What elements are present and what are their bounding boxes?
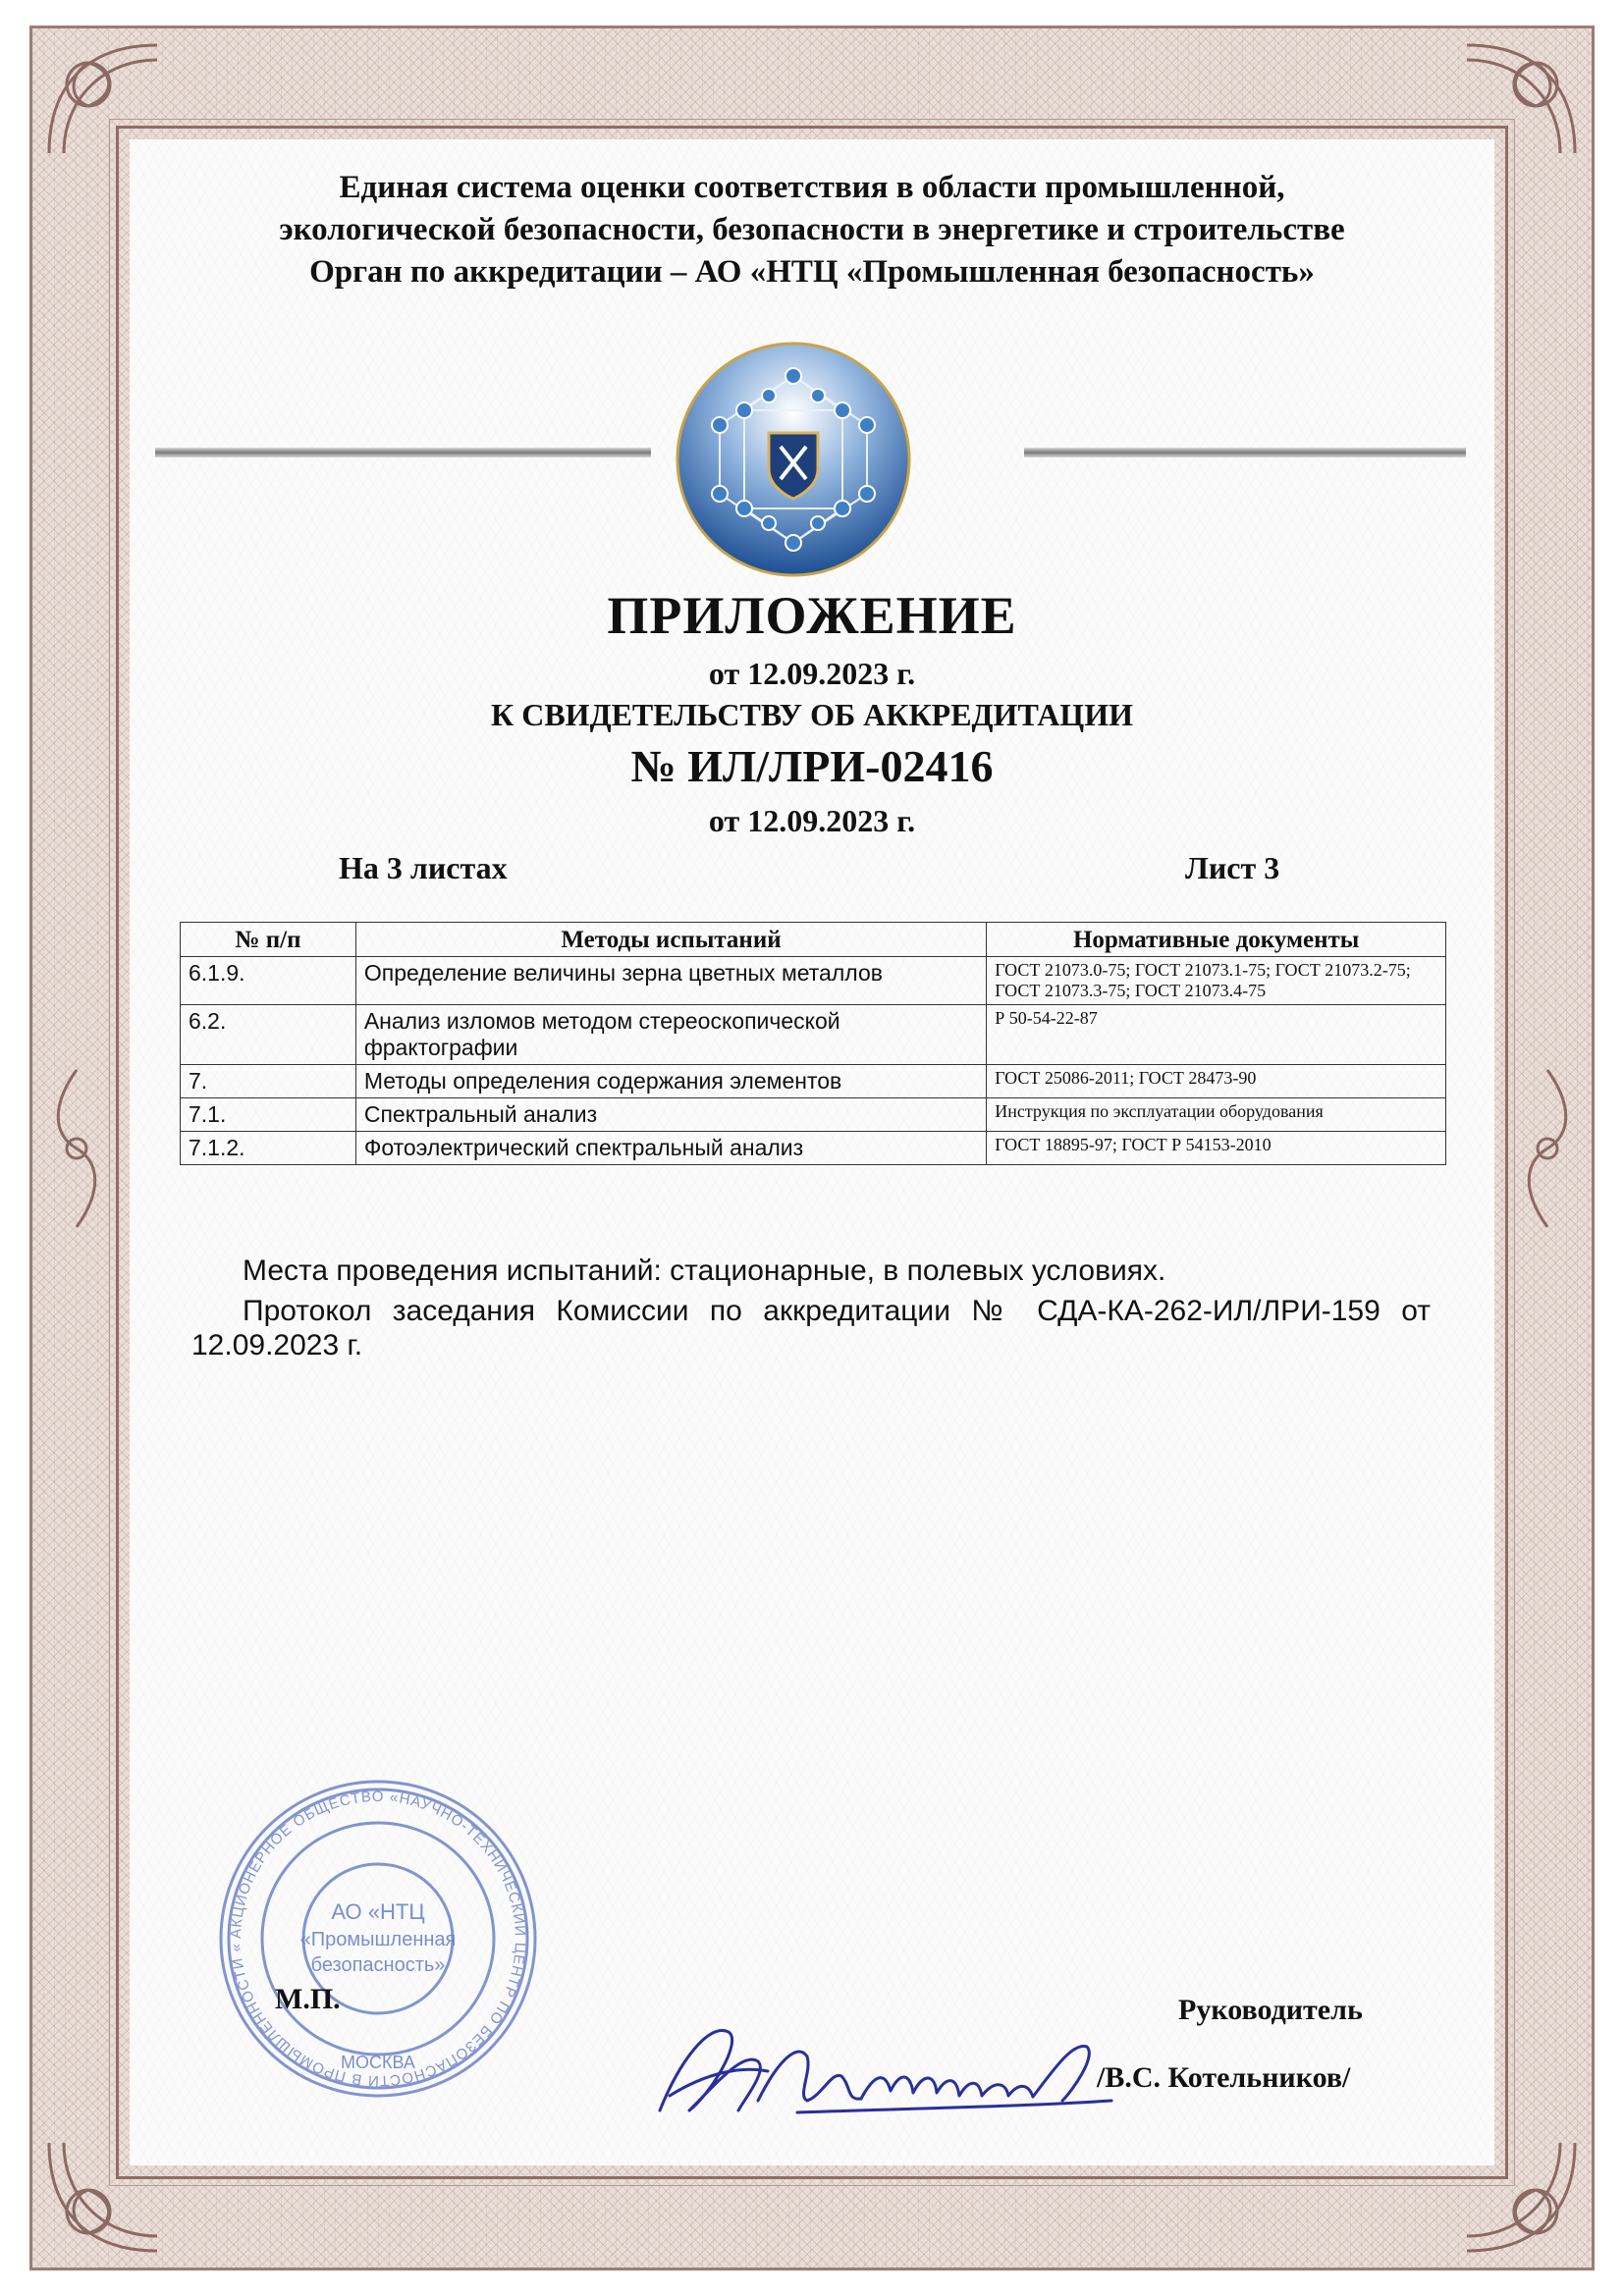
stamp-center-line-3: безопасность» <box>310 1954 446 1976</box>
stamp-city: МОСКВА <box>341 2053 415 2072</box>
seal-place-label: М.П. <box>275 1983 341 2015</box>
table-row <box>181 1098 1446 1132</box>
row-method: Спектральный анализ <box>355 1098 986 1132</box>
row-method: Определение величины зерна цветных металлов <box>355 957 986 1005</box>
side-ornament-left <box>47 1065 106 1232</box>
row-method: Методы определения содержания элементов <box>355 1065 986 1098</box>
table-row <box>181 957 1446 1005</box>
certificate-number: № ИЛ/ЛРИ-02416 <box>630 741 994 791</box>
row-method: Фотоэлектрический спектральный анализ <box>355 1132 986 1165</box>
test-methods-table <box>180 922 1446 1165</box>
row-documents: ГОСТ 21073.0-75; ГОСТ 21073.1-75; ГОСТ 21073.2-75; ГОСТ 21073.3-75; ГОСТ 21073.4-75 <box>987 957 1446 1005</box>
header-line-2: экологической безопасности, безопасности в энергетике и строительстве <box>279 212 1345 247</box>
header-line-1: Единая система оценки соответствия в области промышленной, <box>339 170 1285 205</box>
row-number: 7.1.2. <box>181 1132 356 1165</box>
row-number: 6.1.9. <box>181 957 356 1005</box>
row-method: Анализ изломов методом стереоскопической фрактографии <box>355 1005 986 1065</box>
certificate-date: от 12.09.2023 г. <box>708 803 916 838</box>
row-documents: Инструкция по эксплуатации оборудования <box>987 1098 1446 1132</box>
row-number: 7. <box>181 1065 356 1098</box>
divider-right <box>1024 448 1466 457</box>
appendix-date: от 12.09.2023 г. <box>708 656 916 691</box>
document-title: ПРИЛОЖЕНИЕ <box>607 586 1017 645</box>
system-header <box>147 167 1477 294</box>
table-header-row <box>181 923 1446 957</box>
handwritten-signature <box>650 2002 1151 2135</box>
table-row <box>181 1132 1446 1165</box>
table-row <box>181 1005 1446 1065</box>
stamp-ring-text: АКЦИОНЕРНОЕ ОБЩЕСТВО «НАУЧНО-ТЕХНИЧЕСКИЙ ЦЕНТР ПО БЕЗОПАСНОСТИ В ПРОМЫШЛЕННОСТИ « <box>227 1788 529 2090</box>
protocol-text: Протокол заседания Комиссии по аккредитации № СДА-КА-262-ИЛ/ЛРИ-159 от 12.09.2023 г. <box>191 1295 1431 1362</box>
row-documents: Р 50-54-22-87 <box>987 1005 1446 1065</box>
certificate-label: К СВИДЕТЕЛЬСТВУ ОБ АККРЕДИТАЦИИ <box>491 697 1133 732</box>
sheets-total: На 3 листах <box>339 850 508 885</box>
table-row <box>181 1065 1446 1098</box>
organization-logo <box>671 337 916 582</box>
signatory-name: /В.С. Котельников/ <box>1097 2061 1351 2094</box>
divider-left <box>155 448 651 457</box>
row-documents: ГОСТ 25086-2011; ГОСТ 28473-90 <box>987 1065 1446 1098</box>
column-header-number: № п/п <box>181 923 356 957</box>
stamp-center-line-2: «Промышленная <box>299 1929 457 1950</box>
row-number: 7.1. <box>181 1098 356 1132</box>
stamp-center-line-1: АО «НТЦ <box>331 1899 425 1924</box>
column-header-documents: Нормативные документы <box>987 923 1446 957</box>
sheet-current: Лист 3 <box>1185 850 1280 885</box>
side-ornament-right <box>1518 1065 1577 1232</box>
signatory-role: Руководитель <box>1178 1994 1363 2026</box>
testing-places-text: Места проведения испытаний: стационарные, в полевых условиях. <box>243 1255 1166 1287</box>
row-documents: ГОСТ 18895-97; ГОСТ Р 54153-2010 <box>987 1132 1446 1165</box>
header-line-3: Орган по аккредитации – АО «НТЦ «Промышленная безопасность» <box>309 254 1315 290</box>
column-header-methods: Методы испытаний <box>355 923 986 957</box>
row-number: 6.2. <box>181 1005 356 1065</box>
official-stamp <box>206 1772 550 2106</box>
